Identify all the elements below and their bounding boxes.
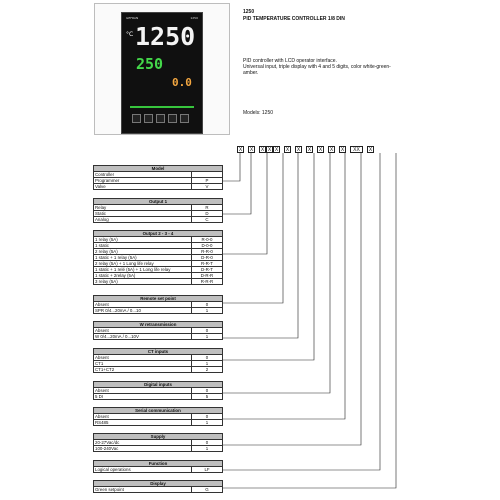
code-box-display: X (368, 147, 373, 153)
table-row: RS485 1 (94, 420, 223, 426)
code-box-serial: X (329, 147, 334, 153)
page-title: PID TEMPERATURE CONTROLLER 1/8 DIN (243, 16, 345, 22)
description (243, 58, 403, 76)
model-number: 1250 (243, 9, 255, 15)
table-row: Logical operations LF (94, 467, 223, 473)
table-row: 5 DI 5 (94, 394, 223, 400)
product-photo (94, 3, 230, 135)
table-row: Valve V (94, 184, 223, 190)
bargraph-leds (130, 106, 194, 108)
table-row: 1 relay (5A) R-0-0 (94, 237, 223, 243)
section-title: Model (94, 166, 223, 172)
section-title: W retransmission (94, 322, 223, 328)
section-title: Serial communication (94, 408, 223, 414)
controller-device (121, 12, 203, 134)
table-row: Relay R (94, 205, 223, 211)
section-supply (93, 433, 223, 452)
table-row: Controller (94, 172, 223, 178)
code-box-output3: X (267, 147, 272, 153)
display-setpoint: 250 (136, 55, 164, 73)
table-row: Absent 0 (94, 388, 223, 394)
table-row: 1 static + 1 relé (5A) + 1 Long life relay D-R-T (94, 267, 223, 273)
device-key-3 (156, 114, 165, 123)
display-process-value: 1250 (135, 22, 196, 51)
section-ct-inputs (93, 348, 223, 373)
section-display (93, 480, 223, 493)
table-row: SPR 0/4...20mA / 0...10 1 (94, 308, 223, 314)
section-remote-set-point (93, 295, 223, 314)
description-line: Universal input, triple display with 4 and 5 digits, color white-green- (243, 64, 391, 70)
device-key-1 (132, 114, 141, 123)
section-title: Digital inputs (94, 382, 223, 388)
section-digital-inputs (93, 381, 223, 400)
code-box-model: X (238, 147, 243, 153)
section-title: CT inputs (94, 349, 223, 355)
code-box-function: XX (350, 146, 363, 153)
section-function (93, 460, 223, 473)
section-title: Remote set point (94, 296, 223, 302)
section-title: Function (94, 461, 223, 467)
table-row: Green setpoint G (94, 487, 223, 493)
table-row: Absent 0 (94, 328, 223, 334)
section-model (93, 165, 223, 190)
section-title: Display (94, 481, 223, 487)
code-box-ct-inputs: X (307, 147, 312, 153)
section-title: Output 2 - 3 - 4 (94, 231, 223, 237)
table-row: 2 relay (5A) R-R-0 (94, 249, 223, 255)
order-code (237, 146, 378, 153)
table-row: 2 relay (5A) + 1 Long life relay R-R-T (94, 261, 223, 267)
section-output-2-3-4 (93, 230, 223, 285)
code-box-output1: X (249, 147, 254, 153)
description-line: PID controller with LCD operator interface. (243, 58, 337, 64)
table-row: Analog C (94, 217, 223, 223)
table-row: W 0/4...20mA / 0...10V 1 (94, 334, 223, 340)
table-row: 1 static + 1 relay (5A) D-R-0 (94, 255, 223, 261)
section-output-1 (93, 198, 223, 223)
table-row: CT1+CT2 2 (94, 367, 223, 373)
code-box-output4: X (274, 147, 279, 153)
table-row: Absent 0 (94, 302, 223, 308)
description-line: amber. (243, 70, 259, 76)
code-box-output2: X (260, 147, 265, 153)
code-box-supply: X (340, 147, 345, 153)
section-serial-communication (93, 407, 223, 426)
section-title: Output 1 (94, 199, 223, 205)
device-brand: GEFRAN (126, 16, 139, 20)
table-row: Static D (94, 211, 223, 217)
code-box-retransmission: X (296, 147, 301, 153)
table-row: Absent 0 (94, 414, 223, 420)
device-unit: °C (126, 31, 134, 38)
models-line: Models: 1250 (243, 110, 274, 116)
device-key-5 (180, 114, 189, 123)
code-box-remote-setpoint: X (285, 147, 290, 153)
device-key-2 (144, 114, 153, 123)
table-row: CT1 1 (94, 361, 223, 367)
code-box-digital-inputs: X (318, 147, 323, 153)
table-row: 1 static D-0-0 (94, 243, 223, 249)
table-row: 100-240Vac 1 (94, 446, 223, 452)
table-row: Absent 0 (94, 355, 223, 361)
section-title: Supply (94, 434, 223, 440)
section-w-retransmission (93, 321, 223, 340)
table-row: 1 static + 2relay (5A) D-R-R (94, 273, 223, 279)
device-key-4 (168, 114, 177, 123)
table-row: 20-27Vac/dc 0 (94, 440, 223, 446)
table-row: 3 relay (5A) R-R-R (94, 279, 223, 285)
device-model: 1250 (190, 16, 198, 20)
display-output: 0.0 (172, 76, 192, 89)
table-row: Programmer P (94, 178, 223, 184)
